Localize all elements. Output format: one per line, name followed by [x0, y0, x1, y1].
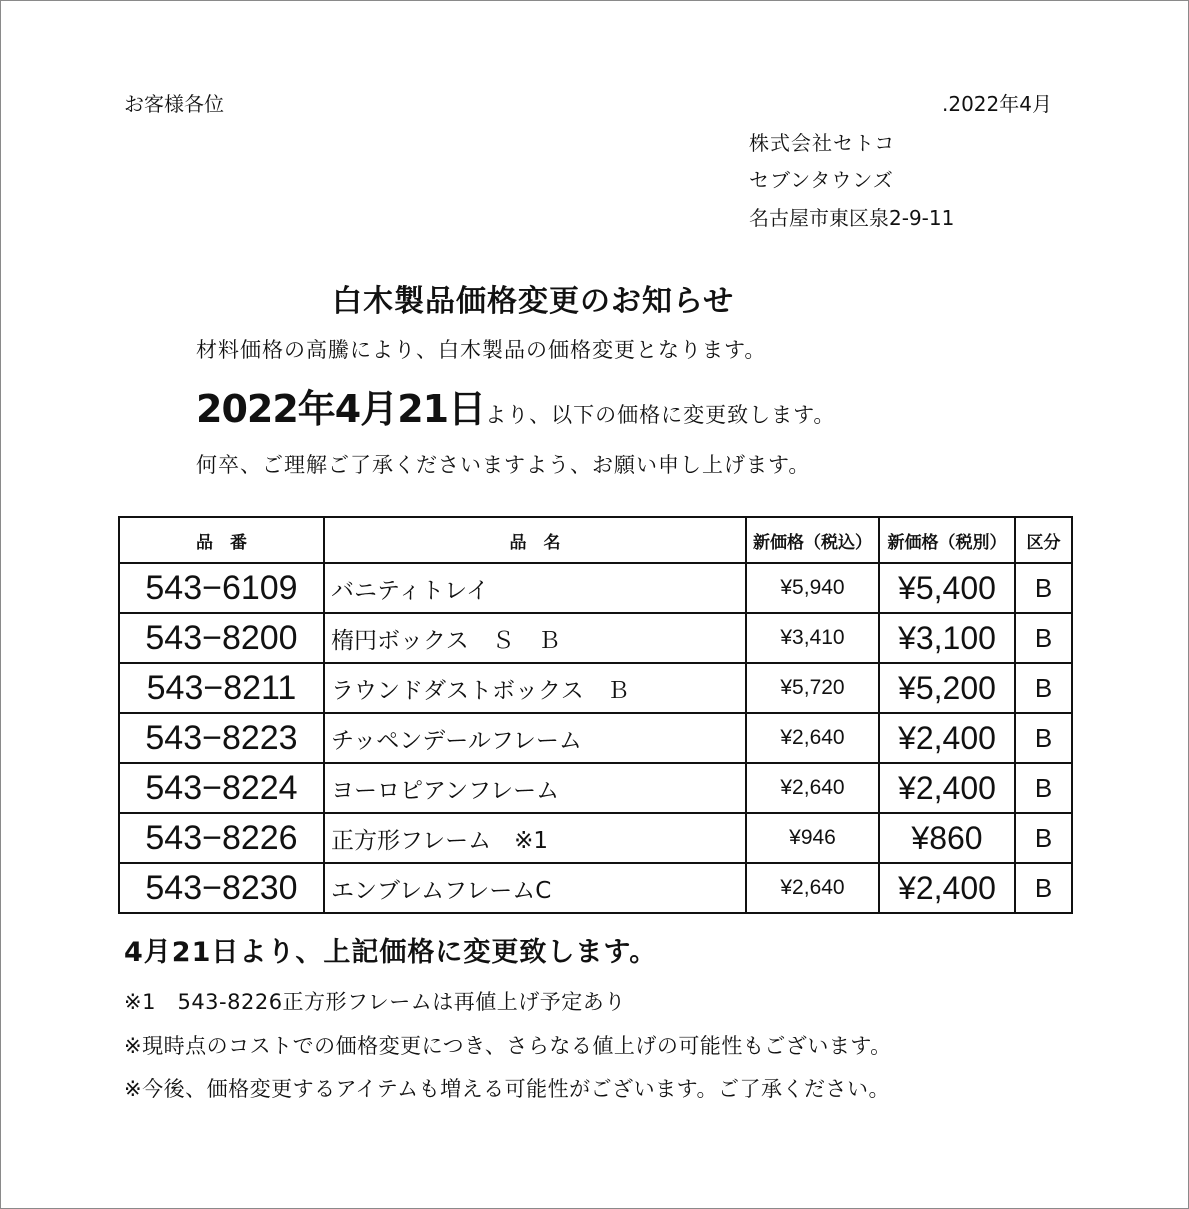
item-name: ラウンドダストボックス Ｂ — [324, 663, 746, 713]
price-incl-tax: ¥3,410 — [746, 613, 879, 663]
issue-date: .2022年4月 — [942, 92, 1052, 116]
table-row — [119, 613, 1072, 663]
price-excl-tax: ¥2,400 — [879, 763, 1015, 813]
item-class: B — [1015, 813, 1072, 863]
item-name: バニティトレイ — [324, 563, 746, 613]
table-row — [119, 763, 1072, 813]
price-incl-tax: ¥946 — [746, 813, 879, 863]
effective-date: 2022年4月21日 — [196, 387, 486, 431]
price-incl-tax: ¥2,640 — [746, 863, 879, 913]
item-class: B — [1015, 563, 1072, 613]
item-code: 543−8200 — [119, 613, 324, 663]
company-name: 株式会社セトコ — [749, 131, 896, 155]
header-code: 品 番 — [119, 517, 324, 563]
price-incl-tax: ¥2,640 — [746, 713, 879, 763]
division-name: セブンタウンズ — [749, 168, 894, 192]
item-code: 543−8226 — [119, 813, 324, 863]
header-class: 区分 — [1015, 517, 1072, 563]
document-title: 白木製品価格変更のお知らせ — [332, 284, 735, 319]
item-class: B — [1015, 863, 1072, 913]
change-notice: 4月21日より、上記価格に変更致します。 — [124, 937, 658, 968]
price-excl-tax: ¥3,100 — [879, 613, 1015, 663]
price-table — [118, 516, 1073, 914]
table-row — [119, 863, 1072, 913]
price-excl-tax: ¥2,400 — [879, 713, 1015, 763]
item-name: ヨーロピアンフレーム — [324, 763, 746, 813]
header-price-incl: 新価格（税込） — [746, 517, 879, 563]
table-row — [119, 713, 1072, 763]
footnote-1: ※1 543-8226正方形フレームは再値上げ予定あり — [124, 990, 626, 1014]
header-price-excl: 新価格（税別） — [879, 517, 1015, 563]
price-incl-tax: ¥5,720 — [746, 663, 879, 713]
item-class: B — [1015, 663, 1072, 713]
table-header-row — [119, 517, 1072, 563]
table-row — [119, 663, 1072, 713]
table-row — [119, 563, 1072, 613]
item-code: 543−8230 — [119, 863, 324, 913]
item-code: 543−8211 — [119, 663, 324, 713]
item-name: チッペンデールフレーム — [324, 713, 746, 763]
price-excl-tax: ¥2,400 — [879, 863, 1015, 913]
item-class: B — [1015, 763, 1072, 813]
item-name: エンブレムフレームC — [324, 863, 746, 913]
intro-line-2-rest: より、以下の価格に変更致します。 — [485, 403, 836, 427]
intro-line-3: 何卒、ご理解ご了承くださいますよう、お願い申し上げます。 — [196, 453, 811, 477]
item-name: 楕円ボックス Ｓ Ｂ — [324, 613, 746, 663]
item-class: B — [1015, 713, 1072, 763]
intro-line-2 — [196, 378, 835, 433]
footnote-3: ※今後、価格変更するアイテムも増える可能性がございます。ご了承ください。 — [124, 1077, 890, 1101]
header-name: 品 名 — [324, 517, 746, 563]
table-row — [119, 813, 1072, 863]
price-excl-tax: ¥5,400 — [879, 563, 1015, 613]
price-excl-tax: ¥5,200 — [879, 663, 1015, 713]
company-address: 名古屋市東区泉2-9-11 — [749, 206, 955, 230]
item-code: 543−8223 — [119, 713, 324, 763]
item-name: 正方形フレーム ※1 — [324, 813, 746, 863]
item-code: 543−8224 — [119, 763, 324, 813]
item-code: 543−6109 — [119, 563, 324, 613]
footnote-2: ※現時点のコストでの価格変更につき、さらなる値上げの可能性もございます。 — [124, 1034, 892, 1058]
intro-line-1: 材料価格の高騰により、白木製品の価格変更となります。 — [196, 338, 767, 362]
price-incl-tax: ¥5,940 — [746, 563, 879, 613]
item-class: B — [1015, 613, 1072, 663]
price-excl-tax: ¥860 — [879, 813, 1015, 863]
addressee: お客様各位 — [124, 92, 224, 116]
price-incl-tax: ¥2,640 — [746, 763, 879, 813]
